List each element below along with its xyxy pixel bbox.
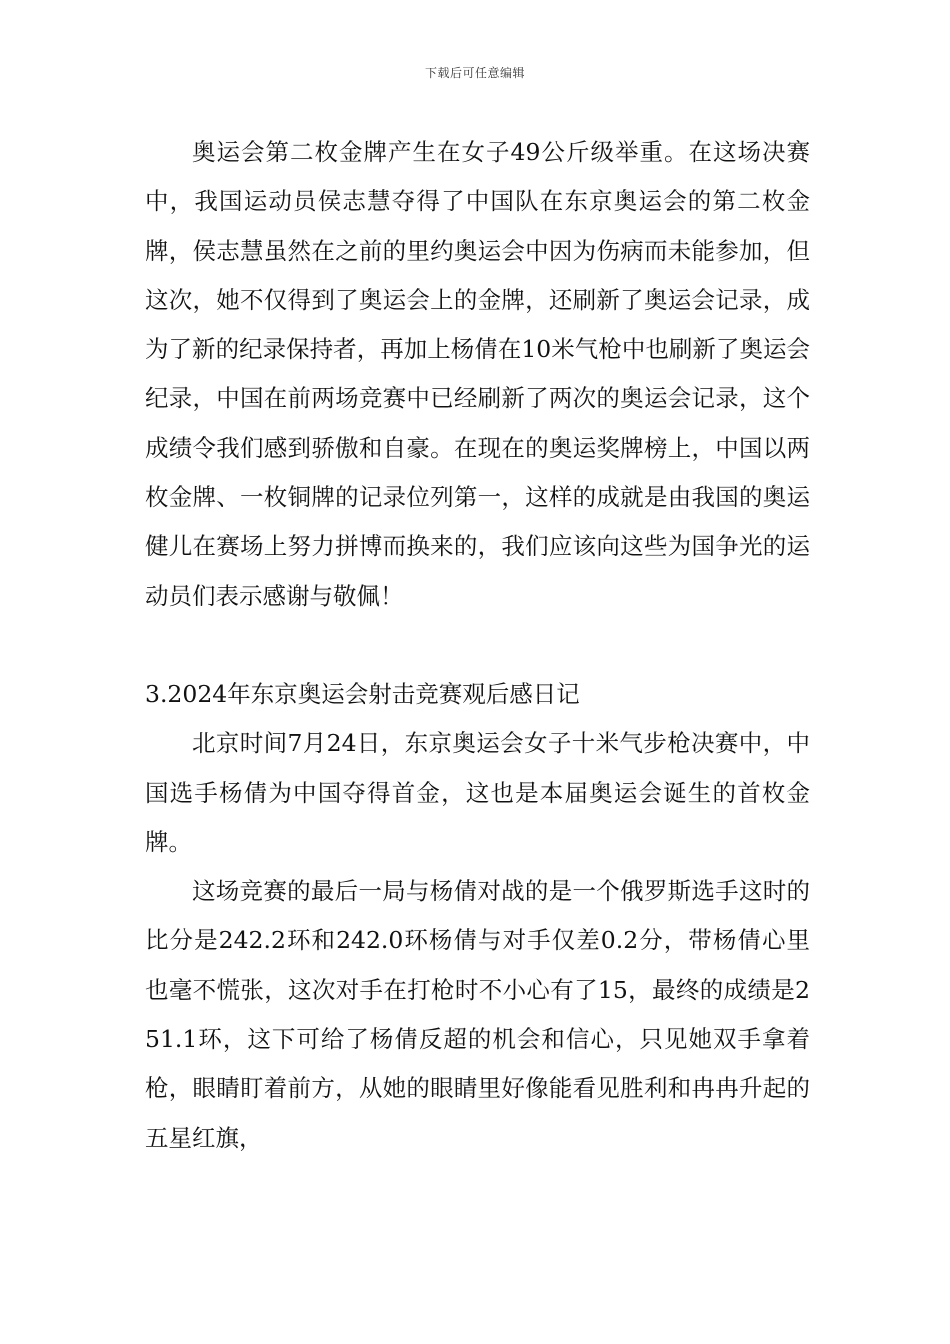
paragraph-final-round: 这场竞赛的最后一局与杨倩对战的是一个俄罗斯选手这时的比分是242.2环和242.0环杨倩与对手仅差0.2分，带杨倩心里也毫不慌张，这次对手在打枪时不小心有了15，最终的成绩是251.1环，这下可给了杨倩反超的机会和信心，只见她双手拿着枪，眼睛盯着前方，从她的眼睛里好像能看见胜利和冉冉升起的五星红旗， bbox=[145, 877, 810, 1152]
page-header: 下载后可任意编辑 bbox=[424, 66, 525, 80]
document-body bbox=[145, 128, 810, 1163]
section-gap bbox=[145, 621, 810, 670]
paragraph-first-gold: 北京时间7月24日，东京奥运会女子十米气步枪决赛中，中国选手杨倩为中国夺得首金，这也是本届奥运会诞生的首枚金牌。 bbox=[145, 729, 810, 856]
section-heading: 3.2024年东京奥运会射击竞赛观后感日记 bbox=[145, 679, 580, 708]
paragraph-gold-weightlifting: 奥运会第二枚金牌产生在女子49公斤级举重。在这场决赛中，我国运动员侯志慧夺得了中国队在东京奥运会的第二枚金牌，侯志慧虽然在之前的里约奥运会中因为伤病而未能参加，但这次，她不仅得到了奥运会上的金牌，还刷新了奥运会记录，成为了新的纪录保持者，再加上杨倩在10米气枪中也刷新了奥运会纪录，中国在前两场竞赛中已经刷新了两次的奥运会记录，这个成绩令我们感到骄傲和自豪。在现在的奥运奖牌榜上，中国以两枚金牌、一枚铜牌的记录位列第一，这样的成就是由我国的奥运健儿在赛场上努力拼博而换来的，我们应该向这些为国争光的运动员们表示感谢与敬佩！ bbox=[145, 138, 810, 610]
